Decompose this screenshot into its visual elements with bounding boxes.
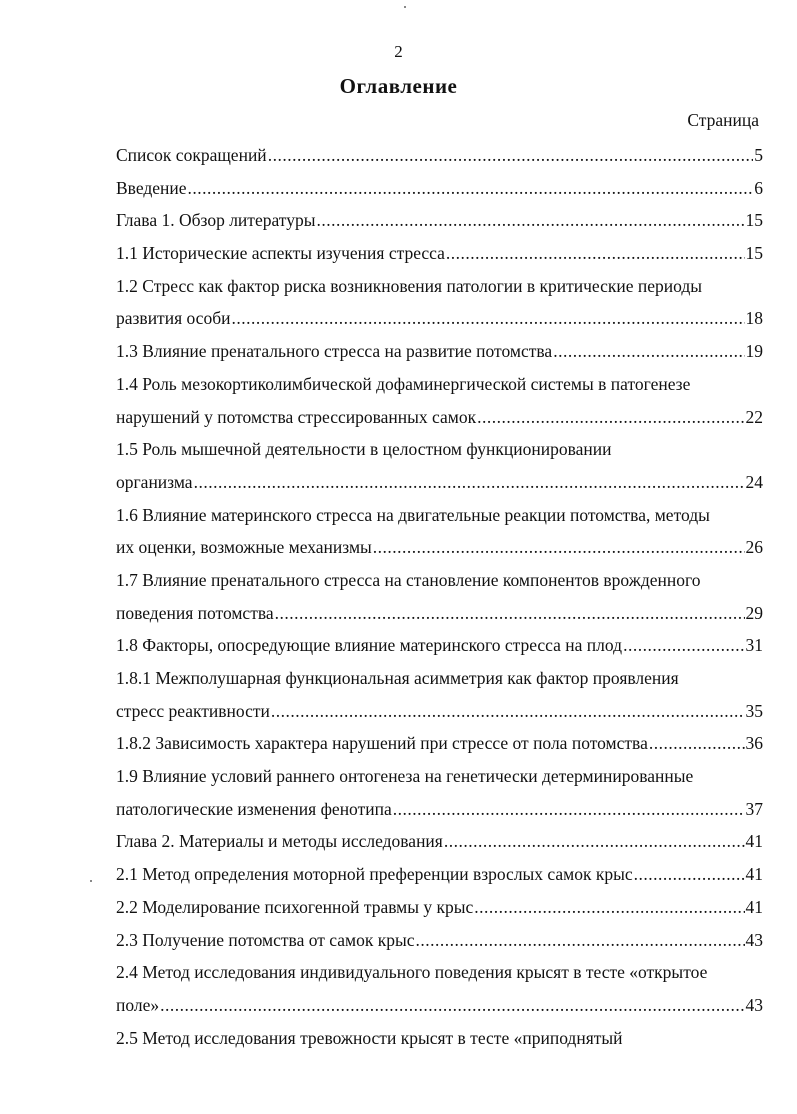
toc-entry-page: 31: [745, 635, 763, 656]
page-title: Оглавление: [339, 74, 458, 98]
toc-entry: [116, 368, 763, 401]
toc-entry-page: 18: [745, 308, 763, 329]
toc-leader-dots: [553, 335, 744, 368]
toc-entry-title: стресс реактивности: [116, 700, 270, 721]
toc-leader-dots: [373, 531, 745, 564]
toc-leader-dots: [474, 891, 744, 924]
toc-entry-title: патологические изменения фенотипа: [116, 798, 392, 819]
toc-leader-dots: [271, 695, 745, 728]
toc-leader-dots: [231, 302, 744, 335]
toc-entry-page: 41: [745, 896, 763, 917]
toc-entry: [116, 760, 763, 793]
toc-entry: [116, 433, 763, 466]
toc-entry: [116, 597, 763, 630]
toc-leader-dots: [634, 858, 745, 891]
toc-leader-dots: [275, 597, 745, 630]
toc-entry: [116, 924, 763, 957]
table-of-contents: [116, 139, 763, 1054]
toc-entry-page: 29: [745, 602, 763, 623]
toc-entry-title: 1.1 Исторические аспекты изучения стресса: [116, 243, 445, 264]
toc-entry: [116, 335, 763, 368]
toc-entry-title: 1.9 Влияние условий раннего онтогенеза на генетически детерминированные: [116, 766, 694, 787]
toc-entry: [116, 891, 763, 924]
toc-entry-title: 1.8 Факторы, опосредующие влияние материнского стресса на плод: [116, 635, 623, 656]
toc-entry-page: 15: [745, 210, 763, 231]
toc-entry-title: Список сокращений: [116, 145, 267, 165]
toc-entry: [116, 825, 763, 858]
toc-leader-dots: [194, 466, 745, 499]
toc-entry: [116, 956, 763, 989]
toc-entry: [116, 401, 763, 434]
toc-entry: [116, 793, 763, 826]
page-column-header: Страница: [687, 110, 759, 130]
toc-entry-title: развития особи: [116, 308, 231, 329]
toc-entry-title: поведения потомства: [116, 602, 274, 623]
toc-entry-page: 5: [754, 145, 763, 165]
toc-entry-page: 26: [745, 537, 763, 558]
toc-entry-title: 1.7 Влияние пренатального стресса на становление компонентов врожденного: [116, 569, 701, 590]
toc-entry-page: 6: [754, 177, 763, 198]
toc-entry: [116, 499, 763, 532]
toc-leader-dots: [188, 172, 754, 205]
toc-entry-page: 22: [745, 406, 763, 427]
toc-entry-title: 1.5 Роль мышечной деятельности в целостном функционировании: [116, 439, 612, 460]
toc-entry: [116, 695, 763, 728]
toc-entry: [116, 629, 763, 662]
toc-entry-title: 2.1 Метод определения моторной преференции взрослых самок крыс: [116, 864, 633, 885]
toc-entry: [116, 172, 763, 205]
toc-leader-dots: [415, 924, 744, 957]
toc-entry-title: поле»: [116, 994, 160, 1015]
toc-entry-title: 2.3 Получение потомства от самок крыс: [116, 929, 415, 950]
toc-entry: [116, 204, 763, 237]
page-number: 2: [394, 42, 403, 61]
toc-entry-title: 1.4 Роль мезокортиколимбической дофаминергической системы в патогенезе: [116, 373, 691, 394]
toc-leader-dots: [160, 989, 744, 1022]
toc-entry: [116, 237, 763, 270]
toc-leader-dots: [393, 793, 745, 826]
toc-entry-page: 19: [745, 341, 763, 362]
toc-entry-page: 15: [745, 243, 763, 264]
toc-entry-page: 41: [745, 831, 763, 852]
toc-entry-title: Введение: [116, 177, 187, 198]
toc-entry: [116, 302, 763, 335]
toc-entry: [116, 531, 763, 564]
toc-entry: [116, 564, 763, 597]
toc-entry-title: организма: [116, 471, 193, 492]
toc-entry: [116, 727, 763, 760]
toc-entry-title: 1.8.1 Межполушарная функциональная асимметрия как фактор проявления: [116, 668, 679, 688]
toc-entry: [116, 466, 763, 499]
toc-entry-title: Глава 1. Обзор литературы: [116, 210, 316, 231]
toc-entry-title: их оценки, возможные механизмы: [116, 537, 372, 558]
toc-entry-page: 35: [745, 700, 763, 721]
toc-entry: [116, 139, 763, 172]
toc-entry-page: 37: [745, 798, 763, 819]
toc-entry-title: нарушений у потомства стрессированных самок: [116, 406, 477, 427]
toc-leader-dots: [446, 237, 745, 270]
scan-speck: [404, 6, 406, 8]
toc-leader-dots: [316, 204, 744, 237]
toc-entry-page: 36: [745, 733, 763, 754]
toc-entry-page: 43: [745, 994, 763, 1015]
toc-leader-dots: [623, 629, 744, 662]
toc-entry-title: 2.2 Моделирование психогенной травмы у крыс: [116, 896, 474, 917]
scan-speck: [90, 880, 92, 882]
toc-entry: [116, 270, 763, 303]
toc-entry-page: 41: [745, 864, 763, 885]
toc-entry-title: 1.8.2 Зависимость характера нарушений при стрессе от пола потомства: [116, 733, 648, 754]
toc-entry-title: Глава 2. Материалы и методы исследования: [116, 831, 443, 852]
toc-entry-title: 1.3 Влияние пренатального стресса на развитие потомства: [116, 341, 553, 362]
toc-entry-title: 2.5 Метод исследования тревожности крысят в тесте «приподнятый: [116, 1027, 623, 1048]
toc-entry: [116, 858, 763, 891]
toc-entry-page: 43: [745, 929, 763, 950]
toc-leader-dots: [268, 139, 754, 172]
toc-entry: [116, 989, 763, 1022]
toc-entry: [116, 1022, 763, 1055]
toc-leader-dots: [444, 825, 745, 858]
toc-entry: [116, 662, 763, 695]
toc-entry-title: 1.2 Стресс как фактор риска возникновения патологии в критические периоды: [116, 275, 703, 296]
toc-entry-title: 2.4 Метод исследования индивидуального поведения крысят в тесте «открытое: [116, 962, 708, 983]
toc-leader-dots: [649, 727, 745, 760]
toc-entry-title: 1.6 Влияние материнского стресса на двигательные реакции потомства, методы: [116, 504, 710, 525]
toc-entry-page: 24: [745, 471, 763, 492]
toc-leader-dots: [477, 401, 744, 434]
